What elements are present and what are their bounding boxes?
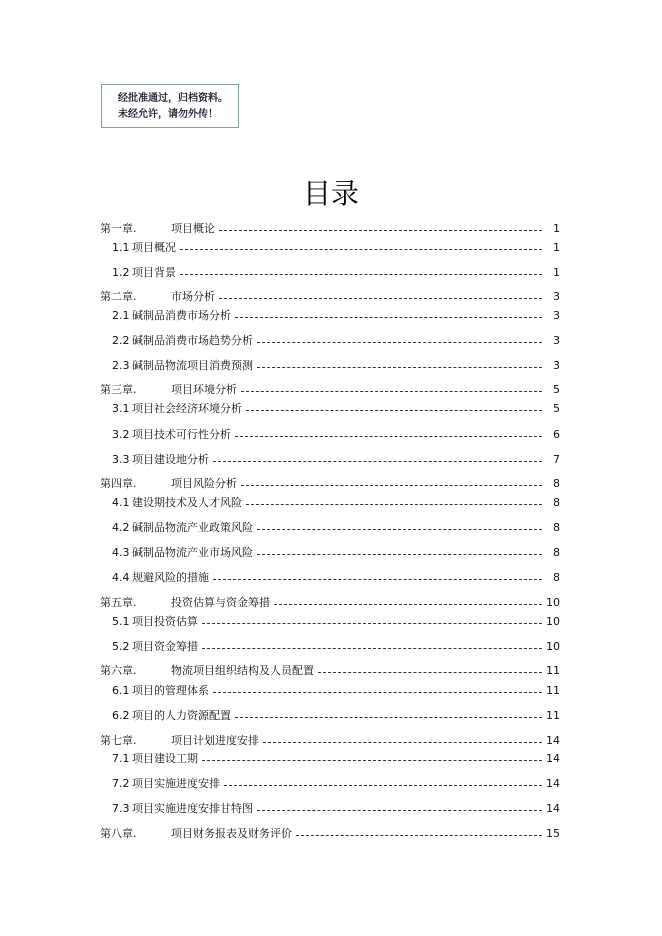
toc-entry-number: 3.2 [112, 428, 130, 441]
toc-section-entry[interactable] [112, 453, 560, 467]
toc-entry-number: 第五章. [100, 596, 137, 609]
toc-leader-dots [202, 640, 542, 654]
toc-leader-dots [246, 496, 542, 510]
toc-page-number: 3 [553, 334, 560, 347]
toc-entry-number: 2.3 [112, 359, 130, 372]
toc-chapter-entry[interactable] [100, 596, 560, 610]
toc-page-number: 3 [553, 290, 560, 303]
toc-leader-dots [235, 309, 542, 323]
toc-leader-dots [235, 709, 542, 723]
confidential-stamp [101, 84, 239, 128]
toc-section-entry[interactable] [112, 546, 560, 560]
toc-leader-dots [180, 266, 542, 280]
toc-leader-dots [241, 383, 542, 397]
toc-leader-dots [318, 664, 542, 678]
toc-entry-number: 5.1 [112, 615, 130, 628]
toc-entry-number: 1.2 [112, 266, 130, 279]
toc-section-entry[interactable] [112, 241, 560, 255]
toc-entry-number: 4.4 [112, 571, 130, 584]
toc-entry-title: 碱制品消费市场分析 [132, 309, 231, 322]
toc-entry-title: 项目建设工期 [132, 752, 198, 765]
toc-section-entry[interactable] [112, 709, 560, 723]
toc-leader-dots [257, 521, 542, 535]
toc-entry-title: 项目环境分析 [171, 383, 237, 396]
toc-leader-dots [257, 546, 542, 560]
toc-entry-number: 6.1 [112, 684, 130, 697]
toc-leader-dots [263, 734, 542, 748]
toc-page-number: 11 [546, 709, 560, 722]
toc-entry-number: 3.3 [112, 453, 130, 466]
toc-section-entry[interactable] [112, 266, 560, 280]
toc-entry-number: 2.2 [112, 334, 130, 347]
stamp-line-1: 经批准通过，归档资料。 [118, 93, 228, 104]
toc-page-number: 14 [546, 734, 560, 747]
toc-page-number: 10 [546, 640, 560, 653]
toc-section-entry[interactable] [112, 777, 560, 791]
toc-entry-number: 2.1 [112, 309, 130, 322]
toc-leader-dots [257, 334, 542, 348]
toc-entry-title: 项目资金筹措 [132, 640, 198, 653]
toc-entry-title: 项目概况 [132, 241, 176, 254]
toc-entry-number: 第四章. [100, 477, 137, 490]
toc-page-number: 1 [553, 241, 560, 254]
toc-entry-title: 项目背景 [132, 266, 176, 279]
toc-page-number: 5 [553, 383, 560, 396]
toc-leader-dots [274, 596, 542, 610]
toc-page-number: 11 [546, 664, 560, 677]
toc-page-number: 8 [553, 496, 560, 509]
stamp-line-2: 未经允许，请勿外传！ [118, 109, 218, 120]
toc-section-entry[interactable] [112, 428, 560, 442]
toc-entry-title: 碱制品消费市场趋势分析 [132, 334, 253, 347]
page-title: 目录 [302, 177, 359, 210]
toc-page-number: 8 [553, 546, 560, 559]
toc-leader-dots [235, 428, 542, 442]
toc-chapter-entry[interactable] [100, 477, 560, 491]
toc-page-number: 1 [553, 266, 560, 279]
toc-entry-number: 4.3 [112, 546, 130, 559]
toc-section-entry[interactable] [112, 752, 560, 766]
toc-entry-title: 项目实施进度安排 [132, 777, 220, 790]
toc-section-entry[interactable] [112, 640, 560, 654]
toc-leader-dots [246, 402, 542, 416]
toc-page-number: 7 [553, 453, 560, 466]
toc-leader-dots [224, 777, 542, 791]
toc-section-entry[interactable] [112, 571, 560, 585]
toc-section-entry[interactable] [112, 359, 560, 373]
toc-leader-dots [296, 827, 542, 841]
toc-entry-number: 7.3 [112, 802, 130, 815]
toc-page-number: 11 [546, 684, 560, 697]
toc-page-number: 14 [546, 752, 560, 765]
toc-leader-dots [257, 802, 542, 816]
toc-chapter-entry[interactable] [100, 827, 560, 841]
toc-chapter-entry[interactable] [100, 222, 560, 236]
toc-leader-dots [213, 453, 542, 467]
toc-leader-dots [213, 571, 542, 585]
toc-page-number: 8 [553, 521, 560, 534]
toc-entry-number: 1.1 [112, 241, 130, 254]
toc-entry-number: 7.1 [112, 752, 130, 765]
toc-entry-title: 规避风险的措施 [132, 571, 209, 584]
toc-leader-dots [219, 222, 542, 236]
toc-leader-dots [219, 290, 542, 304]
toc-section-entry[interactable] [112, 802, 560, 816]
toc-leader-dots [213, 684, 542, 698]
toc-section-entry[interactable] [112, 309, 560, 323]
toc-leader-dots [202, 615, 542, 629]
toc-page-number: 5 [553, 402, 560, 415]
toc-page-number: 6 [553, 428, 560, 441]
toc-leader-dots [202, 752, 542, 766]
toc-entry-number: 5.2 [112, 640, 130, 653]
toc-page-number: 3 [553, 309, 560, 322]
toc-entry-title: 项目概论 [171, 222, 215, 235]
toc-page-number: 1 [553, 222, 560, 235]
toc-entry-number: 第一章. [100, 222, 137, 235]
toc-chapter-entry[interactable] [100, 734, 560, 748]
toc-leader-dots [180, 241, 542, 255]
toc-leader-dots [257, 359, 542, 373]
toc-page-number: 3 [553, 359, 560, 372]
toc-page-number: 8 [553, 477, 560, 490]
toc-entry-title: 建设期技术及人才风险 [132, 496, 242, 509]
toc-section-entry[interactable] [112, 334, 560, 348]
toc-page-number: 10 [546, 615, 560, 628]
toc-entry-title: 项目计划进度安排 [171, 734, 259, 747]
toc-entry-number: 第七章. [100, 734, 137, 747]
toc-page-number: 8 [553, 571, 560, 584]
toc-page-number: 14 [546, 802, 560, 815]
toc-section-entry[interactable] [112, 615, 560, 629]
toc-chapter-entry[interactable] [100, 290, 560, 304]
toc-entry-number: 7.2 [112, 777, 130, 790]
toc-entry-title: 项目建设地分析 [132, 453, 209, 466]
toc-entry-title: 项目实施进度安排甘特图 [132, 802, 253, 815]
toc-entry-title: 物流项目组织结构及人员配置 [171, 664, 314, 677]
toc-entry-title: 项目社会经济环境分析 [132, 402, 242, 415]
toc-entry-title: 项目风险分析 [171, 477, 237, 490]
toc-section-entry[interactable] [112, 402, 560, 416]
toc-entry-title: 市场分析 [171, 290, 215, 303]
toc-section-entry[interactable] [112, 496, 560, 510]
toc-entry-title: 项目投资估算 [132, 615, 198, 628]
toc-entry-number: 4.1 [112, 496, 130, 509]
toc-entry-number: 第二章. [100, 290, 137, 303]
toc-section-entry[interactable] [112, 684, 560, 698]
toc-entry-number: 4.2 [112, 521, 130, 534]
toc-entry-title: 项目技术可行性分析 [132, 428, 231, 441]
toc-entry-title: 碱制品物流产业政策风险 [132, 521, 253, 534]
toc-page-number: 10 [546, 596, 560, 609]
toc-page-number: 14 [546, 777, 560, 790]
toc-entry-number: 第六章. [100, 664, 137, 677]
toc-entry-number: 第三章. [100, 383, 137, 396]
toc-leader-dots [241, 477, 542, 491]
toc-entry-title: 项目的管理体系 [132, 684, 209, 697]
toc-chapter-entry[interactable] [100, 383, 560, 397]
toc-entry-number: 3.1 [112, 402, 130, 415]
toc-entry-title: 碱制品物流项目消费预测 [132, 359, 253, 372]
toc-entry-title: 投资估算与资金筹措 [171, 596, 270, 609]
toc-entry-title: 项目财务报表及财务评价 [171, 827, 292, 840]
toc-page-number: 15 [546, 827, 560, 840]
toc-chapter-entry[interactable] [100, 664, 560, 678]
toc-entry-number: 第八章. [100, 827, 137, 840]
toc-section-entry[interactable] [112, 521, 560, 535]
toc-entry-title: 项目的人力资源配置 [132, 709, 231, 722]
toc-entry-title: 碱制品物流产业市场风险 [132, 546, 253, 559]
toc-entry-number: 6.2 [112, 709, 130, 722]
